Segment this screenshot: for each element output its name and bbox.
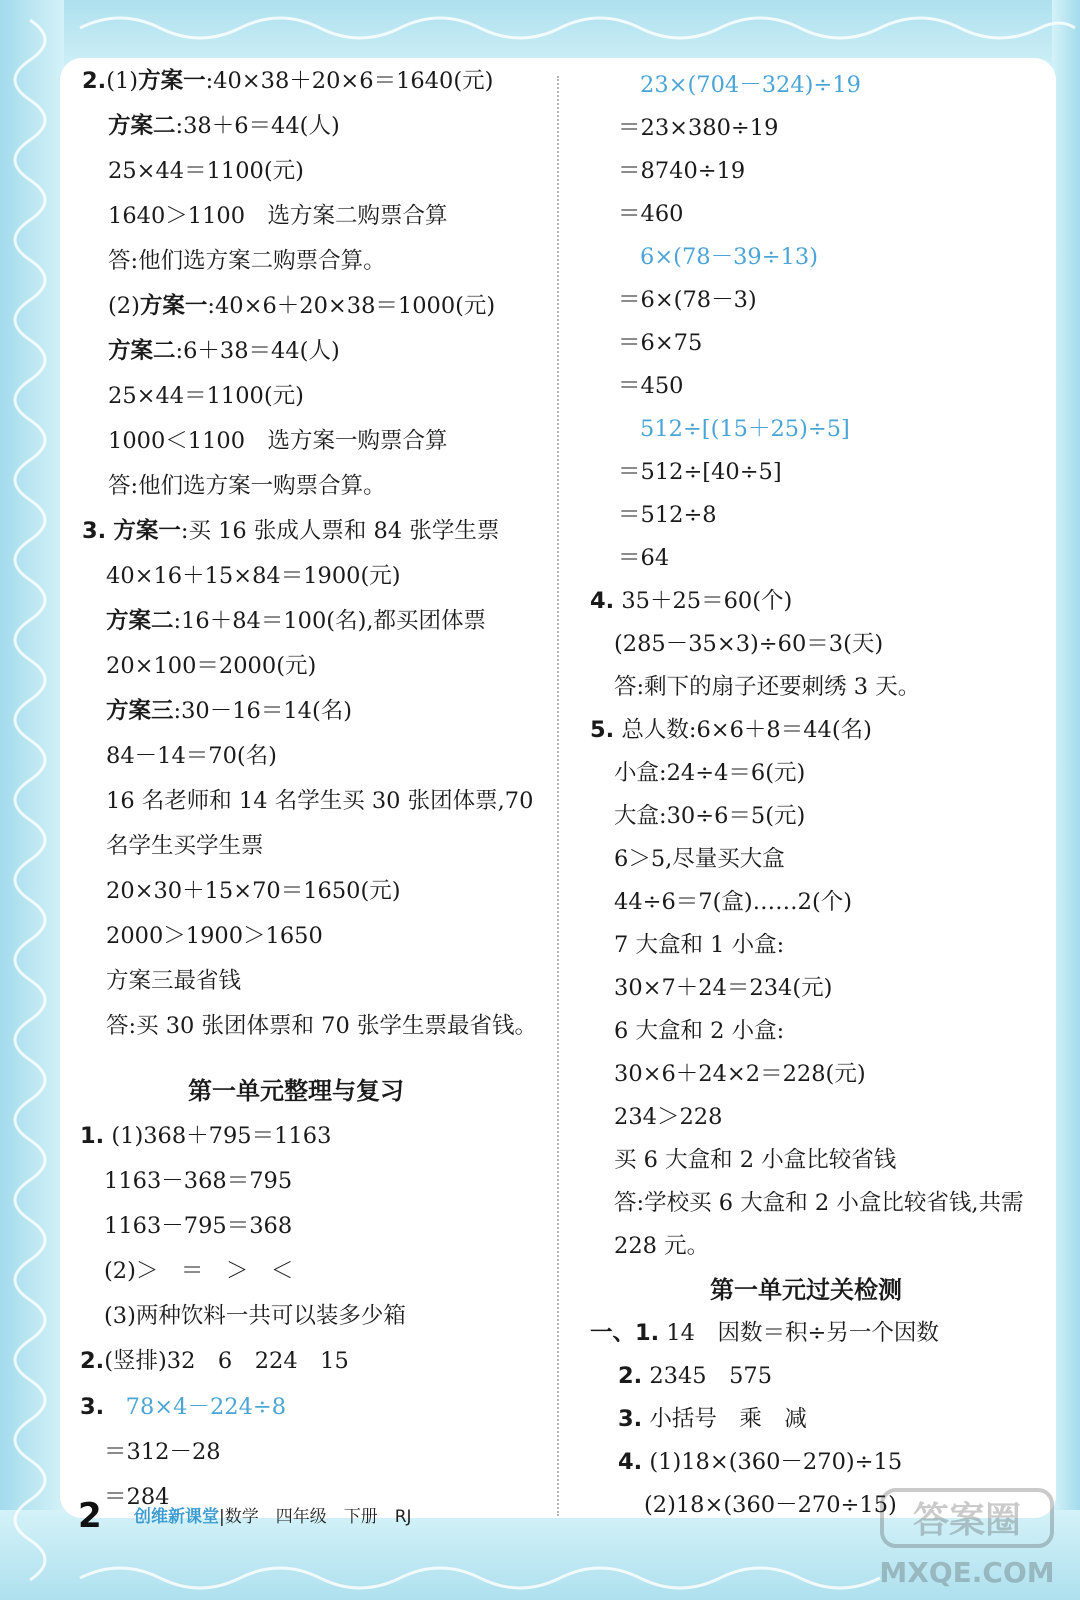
- column-divider: [557, 76, 559, 1516]
- r3-line-1: 3. 78×4－224÷8: [80, 1394, 287, 1420]
- calc1-expression: 23×(704－324)÷19: [640, 72, 861, 98]
- r1-line-3: 1163－795＝368: [104, 1213, 293, 1239]
- q3-answer: 答:买 30 张团体票和 70 张学生票最省钱。: [106, 1013, 537, 1039]
- q5-number: 5.: [590, 717, 615, 743]
- q5-line-4: 6＞5,尽量买大盒: [614, 846, 785, 872]
- q3-line-10: 2000＞1900＞1650: [106, 923, 323, 949]
- q3-line-2: 40×16＋15×84＝1900(元): [106, 563, 401, 589]
- q5-line-5: 44÷6＝7(盒)……2(个): [614, 889, 853, 915]
- q5-line-9: 30×6＋24×2＝228(元): [614, 1061, 866, 1087]
- calc3-result: ＝64: [618, 545, 670, 571]
- q4-answer: 答:剩下的扇子还要刺绣 3 天。: [614, 674, 921, 700]
- calc1-step-2: ＝8740÷19: [618, 158, 746, 184]
- t1-line-1: 一、1. 14 因数＝积÷另一个因数: [590, 1320, 939, 1346]
- q3-line-8: 名学生买学生票: [106, 833, 264, 859]
- r3-line-3: ＝284: [104, 1484, 170, 1510]
- q3-line-5: 方案三:30－16＝14(名): [106, 698, 353, 724]
- section-title-review: 第一单元整理与复习: [188, 1077, 404, 1105]
- t3-number: 3.: [618, 1406, 643, 1432]
- svg-text:MXQE.COM: MXQE.COM: [879, 1556, 1055, 1589]
- t4-line-1: 4. (1)18×(360－270)÷15: [618, 1449, 903, 1475]
- q5-line-7: 30×7＋24＝234(元): [614, 975, 833, 1001]
- r3-line-2: ＝312－28: [104, 1439, 221, 1465]
- q2-line-9: 1000＜1100 选方案一购票合算: [108, 428, 448, 454]
- q5-line-10: 234＞228: [614, 1104, 723, 1130]
- q5-line-8: 6 大盒和 2 小盒:: [614, 1018, 785, 1044]
- q4-line-2: (285－35×3)÷60＝3(天): [614, 631, 884, 657]
- r3-number: 3.: [80, 1394, 105, 1420]
- q5-line-11: 买 6 大盒和 2 小盒比较省钱: [614, 1147, 897, 1173]
- q3-line-9: 20×30＋15×70＝1650(元): [106, 878, 401, 904]
- q3-line-11: 方案三最省钱: [106, 968, 242, 994]
- svg-text:答案圈: 答案圈: [912, 1500, 1022, 1541]
- q3-line-3: 方案二:16＋84＝100(名),都买团体票: [106, 608, 487, 634]
- r1-line-5: (3)两种饮料一共可以装多少箱: [104, 1303, 406, 1329]
- q5-line-3: 大盒:30÷6＝5(元): [614, 803, 806, 829]
- page-number: 2: [78, 1496, 102, 1536]
- section-title-test: 第一单元过关检测: [710, 1276, 902, 1304]
- calc3-step-1: ＝512÷[40÷5]: [618, 459, 782, 485]
- calc3-expression: 512÷[(15＋25)÷5]: [640, 416, 850, 442]
- t1-number: 一、1.: [590, 1320, 660, 1346]
- calc1-result: ＝460: [618, 201, 684, 227]
- q5-line-1: 5. 总人数:6×6＋8＝44(名): [590, 717, 872, 743]
- q2-line-4: 1640＞1100 选方案二购票合算: [108, 203, 448, 229]
- footer-info: |数学 四年级 下册 RJ: [219, 1507, 412, 1527]
- r1-line-4: (2)＞ ＝ ＞ ＜: [104, 1258, 294, 1284]
- r1-line-1: 1. (1)368＋795＝1163: [80, 1123, 332, 1149]
- q2-number: 2.: [82, 68, 107, 94]
- q2-line-3: 25×44＝1100(元): [108, 158, 304, 184]
- calc1-step-1: ＝23×380÷19: [618, 115, 779, 141]
- t2-number: 2.: [618, 1363, 643, 1389]
- q3-number: 3.: [82, 518, 107, 544]
- q3-line-1: 3. 方案一:买 16 张成人票和 84 张学生票: [82, 518, 500, 544]
- q5-line-6: 7 大盒和 1 小盒:: [614, 932, 785, 958]
- q2-line-2: 方案二:38＋6＝44(人): [108, 113, 340, 139]
- t4-number: 4.: [618, 1449, 643, 1475]
- q3-line-6: 84－14＝70(名): [106, 743, 277, 769]
- q5-line-2: 小盒:24÷4＝6(元): [614, 760, 806, 786]
- r1-number: 1.: [80, 1123, 105, 1149]
- r2-number: 2.: [80, 1348, 105, 1374]
- q2-answer-1: 答:他们选方案二购票合算。: [108, 248, 386, 274]
- t2-line-1: 2. 2345 575: [618, 1363, 773, 1389]
- q2-answer-2: 答:他们选方案一购票合算。: [108, 473, 386, 499]
- watermark-icon: [872, 1484, 1062, 1594]
- calc2-result: ＝450: [618, 373, 684, 399]
- calc2-expression: 6×(78－39÷13): [640, 244, 818, 270]
- q2-line-7: 方案二:6＋38＝44(人): [108, 338, 340, 364]
- q5-answer-1: 答:学校买 6 大盒和 2 小盒比较省钱,共需: [614, 1190, 1024, 1216]
- footer-brand: 创维新课堂: [134, 1507, 219, 1527]
- calc2-step-2: ＝6×75: [618, 330, 703, 356]
- q2-line-1: 2.(1)方案一:40×38＋20×6＝1640(元): [82, 68, 494, 94]
- q3-line-4: 20×100＝2000(元): [106, 653, 317, 679]
- q4-number: 4.: [590, 588, 615, 614]
- r1-line-2: 1163－368＝795: [104, 1168, 293, 1194]
- t3-line-1: 3. 小括号 乘 减: [618, 1406, 807, 1432]
- q4-line-1: 4. 35＋25＝60(个): [590, 588, 793, 614]
- footer-book-info: [134, 1506, 412, 1528]
- calc3-step-2: ＝512÷8: [618, 502, 717, 528]
- watermark-logo: [872, 1484, 1062, 1594]
- q2-line-8: 25×44＝1100(元): [108, 383, 304, 409]
- r2-line-1: 2.(竖排)32 6 224 15: [80, 1348, 349, 1374]
- q5-answer-2: 228 元。: [614, 1233, 710, 1259]
- q2-line-6: (2)方案一:40×6＋20×38＝1000(元): [108, 293, 496, 319]
- t4-line-2: (2)18×(360－270÷15): [644, 1492, 897, 1518]
- calc2-step-1: ＝6×(78－3): [618, 287, 757, 313]
- q3-line-7: 16 名老师和 14 名学生买 30 张团体票,70: [106, 788, 534, 814]
